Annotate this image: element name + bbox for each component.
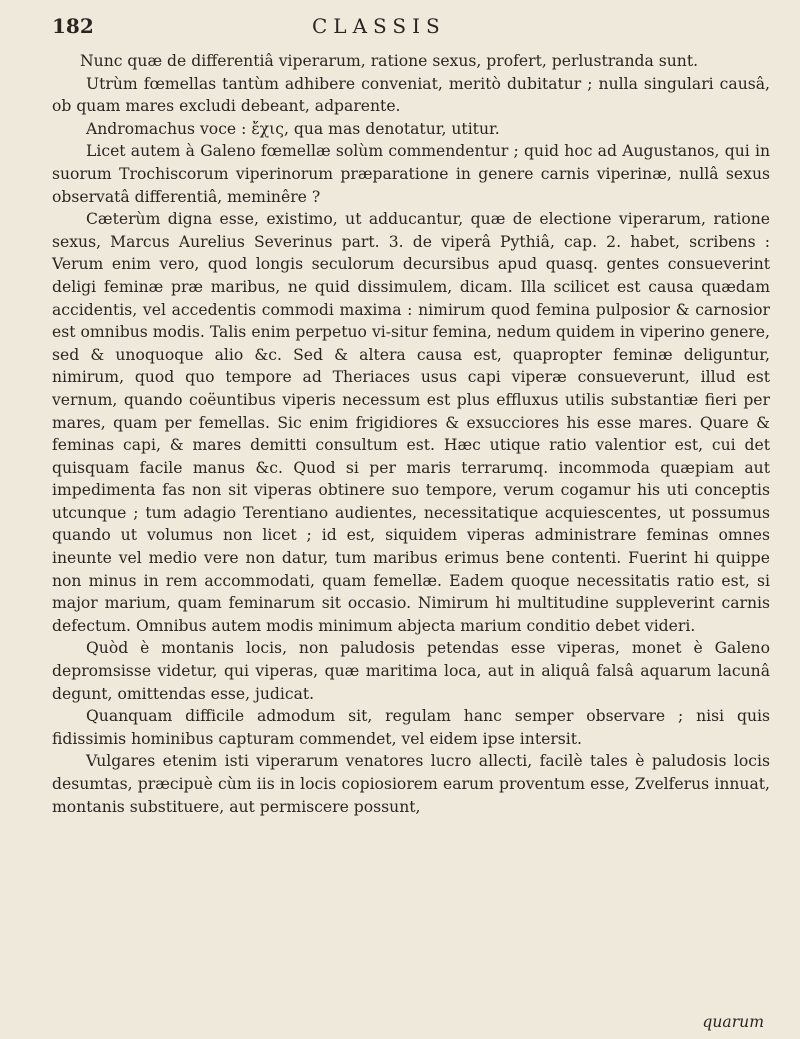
paragraph: Licet autem à Galeno fœmellæ solùm commendentur ; quid hoc ad Augustanos, qui in suorum Trochiscorum viperinorum præparatione in genere carnis viperinæ, nullâ sexus observatâ differentiâ, meminêre ? bbox=[52, 142, 770, 206]
paragraph: Quòd è montanis locis, non paludosis petendas esse viperas, monet è Galeno depromsisse videtur, qui viperas, quæ maritima loca, aut in aliquâ falsâ aquarum lacunâ degunt, omittendas esse, judicat. bbox=[52, 639, 770, 703]
catchword: quarum bbox=[702, 1013, 764, 1031]
page-number: 182 bbox=[52, 14, 94, 38]
running-head: CLASSIS bbox=[312, 14, 446, 38]
paragraph: Andromachus voce : ἔχις, qua mas denotatur, utitur. bbox=[86, 119, 500, 138]
paragraph: Cæterùm digna esse, existimo, ut adducantur, quæ de electione viperarum, ratione sexus, Marcus Aurelius Severinus part. 3. de viperâ Pythiâ, cap. 2. habet, scribens : Verum enim vero, quod longis seculorum decursibus apud quasq. gentes consueverint deligi feminæ præ maribus, ne quid dissimulem, dicam. Illa scilicet est causa quædam accidentis, vel accedentis commodi maxima : nimirum quod femina pulposior & carnosior est omnibus modis. Talis enim perpetuo vi-situr femina, nedum quidem in viperino genere, sed & unoquoque alio &c. Sed & altera causa est, quapropter feminæ deliguntur, nimirum, quod quo tempore ad Theriaces usus capi viperæ consueverunt, illud est vernum, quando coëuntibus viperis necessum est plus effluxus utilis substantiæ fieri per mares, quam per femellas. Sic enim frigidiores & exsucciores his esse mares. Quare & feminas capi, & mares demitti consultum est. Hæc utique ratio valentior est, cui det quisquam facile manus &c. Quod si per maris terrarumq. incommoda quæpiam aut impedimenta fas non sit viperas obtinere suo tempore, verum cogamur his uti conceptis utcunque ; tum adagio Terentiano audientes, necessitatique acquiescentes, ut possumus quando ut volumus non licet ; id est, siquidem viperas administrare feminas omnes ineunte vel medio vere non datur, tum maribus erimus bene contenti. Fuerint hi quippe non minus in rem accommodati, quam femellæ. Eadem quoque necessitatis ratio est, si major marium, quam feminarum sit occasio. Nimirum hi multitudine suppleverint carnis defectum. Omnibus autem modis minimum abjecta marium conditio debet videri. bbox=[52, 210, 770, 635]
paragraph: Nunc quæ de differentiâ viperarum, ratione sexus, profert, perlustranda sunt. bbox=[80, 52, 699, 70]
paragraph: Quanquam difficile admodum sit, regulam hanc semper observare ; nisi quis fidissimis hominibus capturam commendet, vel eidem ipse intersit. bbox=[52, 707, 770, 748]
paragraph: Vulgares etenim isti viperarum venatores lucro allecti, facilè tales è paludosis locis desumtas, præcipuè cùm iis in locis copiosiorem earum proventum esse, Zvelferus innuat, montanis substituere, aut permiscere possunt, bbox=[52, 752, 770, 816]
page-header bbox=[52, 14, 770, 50]
body-text bbox=[52, 50, 770, 818]
paragraph: Utrùm fœmellas tantùm adhibere conveniat, meritò dubitatur ; nulla singulari causâ, ob quam mares excludi debeant, adparente. bbox=[52, 74, 770, 116]
